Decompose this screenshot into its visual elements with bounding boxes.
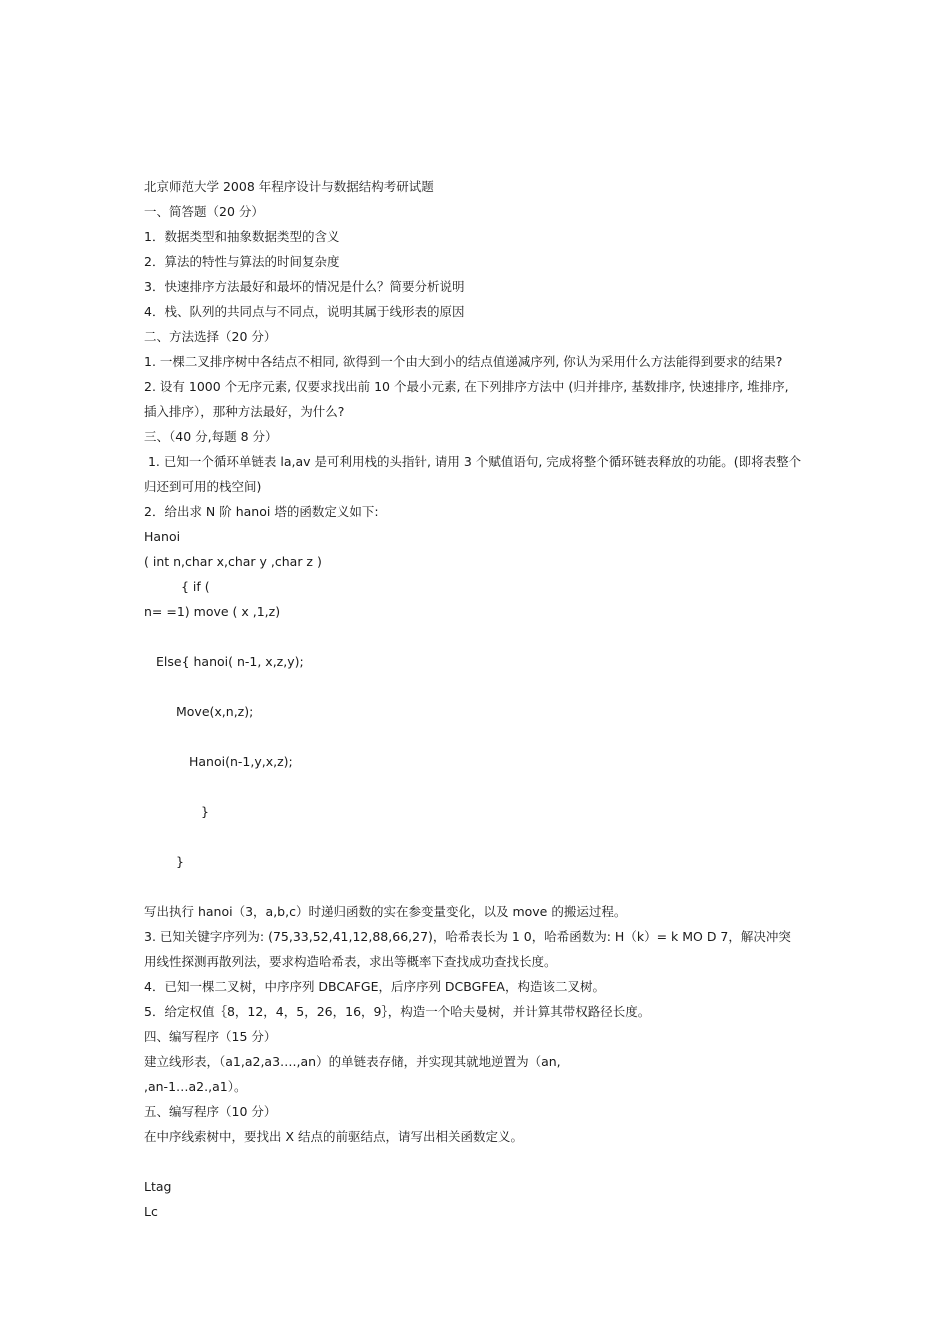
code-blank bbox=[144, 874, 824, 899]
code-blank bbox=[144, 724, 824, 749]
section-1-question-4: 4．栈、队列的共同点与不同点，说明其属于线形表的原因 bbox=[144, 304, 465, 319]
section-4-body-line-2: ,an-1…a2.,a1）。 bbox=[144, 1079, 247, 1094]
section-4-body-line-1: 建立线形表，（a1,a2,a3….,an）的单链表存储，并实现其就地逆置为（an, bbox=[144, 1054, 561, 1069]
code-blank bbox=[144, 774, 824, 799]
code-line-9: } bbox=[176, 854, 184, 869]
section-3-question-3-line-1: 3. 已知关键字序列为: (75,33,52,41,12,88,66,27)，哈希表长为 1 0，哈希函数为: H（k）= k MO D 7，解决冲突 bbox=[144, 929, 791, 944]
document-page bbox=[144, 174, 824, 1224]
section-1-question-1: 1．数据类型和抽象数据类型的含义 bbox=[144, 229, 340, 244]
section-3-question-2-tail: 写出执行 hanoi（3，a,b,c）时递归函数的实在参变量变化，以及 move 的搬运过程。 bbox=[144, 904, 627, 919]
code-line-7: Hanoi(n-1,y,x,z); bbox=[189, 754, 293, 769]
document-title: 北京师范大学 2008 年程序设计与数据结构考研试题 bbox=[144, 179, 434, 194]
code-blank bbox=[144, 824, 824, 849]
section-3-question-4: 4．已知一棵二叉树，中序序列 DBCAFGE，后序序列 DCBGFEA，构造该二叉树。 bbox=[144, 979, 605, 994]
code-line-2: ( int n,char x,char y ,char z ) bbox=[144, 554, 322, 569]
section-3-question-1-line-2: 归还到可用的栈空间) bbox=[144, 479, 262, 494]
code-line-5: Else{ hanoi( n-1, x,z,y); bbox=[156, 654, 304, 669]
section-2-question-2-line-2: 插入排序），那种方法最好，为什么? bbox=[144, 404, 345, 419]
tail-line-1: Ltag bbox=[144, 1179, 172, 1194]
section-1-question-2: 2．算法的特性与算法的时间复杂度 bbox=[144, 254, 340, 269]
code-blank bbox=[144, 624, 824, 649]
section-3-question-1-line-1: 1. 已知一个循环单链表 la,av 是可利用栈的头指针, 请用 3 个赋值语句, 完成将整个循环链表释放的功能。(即将表整个 bbox=[144, 454, 802, 469]
section-5-body: 在中序线索树中，要找出 X 结点的前驱结点，请写出相关函数定义。 bbox=[144, 1129, 524, 1144]
code-blank bbox=[144, 674, 824, 699]
section-2-question-1: 1. 一棵二叉排序树中各结点不相同, 欲得到一个由大到小的结点值递减序列, 你认为采用什么方法能得到要求的结果? bbox=[144, 354, 783, 369]
section-1-question-3: 3．快速排序方法最好和最坏的情况是什么？简要分析说明 bbox=[144, 279, 465, 294]
code-line-6: Move(x,n,z); bbox=[176, 704, 254, 719]
section-2-heading: 二、方法选择（20 分） bbox=[144, 329, 277, 344]
code-line-4: n= =1) move ( x ,1,z) bbox=[144, 604, 281, 619]
section-5-heading: 五、编写程序（10 分） bbox=[144, 1104, 277, 1119]
section-2-question-2-line-1: 2. 设有 1000 个无序元素, 仅要求找出前 10 个最小元素, 在下列排序方法中 (归并排序, 基数排序, 快速排序, 堆排序, bbox=[144, 379, 789, 394]
code-line-1: Hanoi bbox=[144, 529, 181, 544]
section-5-blank bbox=[144, 1149, 824, 1174]
section-3-heading: 三、（40 分,每题 8 分） bbox=[144, 429, 278, 444]
code-line-8: } bbox=[201, 804, 209, 819]
section-3-question-2: 2．给出求 N 阶 hanoi 塔的函数定义如下: bbox=[144, 504, 379, 519]
code-line-3: { if ( bbox=[181, 579, 210, 594]
section-3-question-3-line-2: 用线性探测再散列法，要求构造哈希表，求出等概率下查找成功查找长度。 bbox=[144, 954, 557, 969]
section-1-heading: 一、简答题（20 分） bbox=[144, 204, 264, 219]
tail-line-2: Lc bbox=[144, 1204, 158, 1219]
section-4-heading: 四、编写程序（15 分） bbox=[144, 1029, 277, 1044]
section-3-question-5: 5．给定权值｛8，12，4，5，26，16，9｝，构造一个哈夫曼树，并计算其带权路径长度。 bbox=[144, 1004, 651, 1019]
